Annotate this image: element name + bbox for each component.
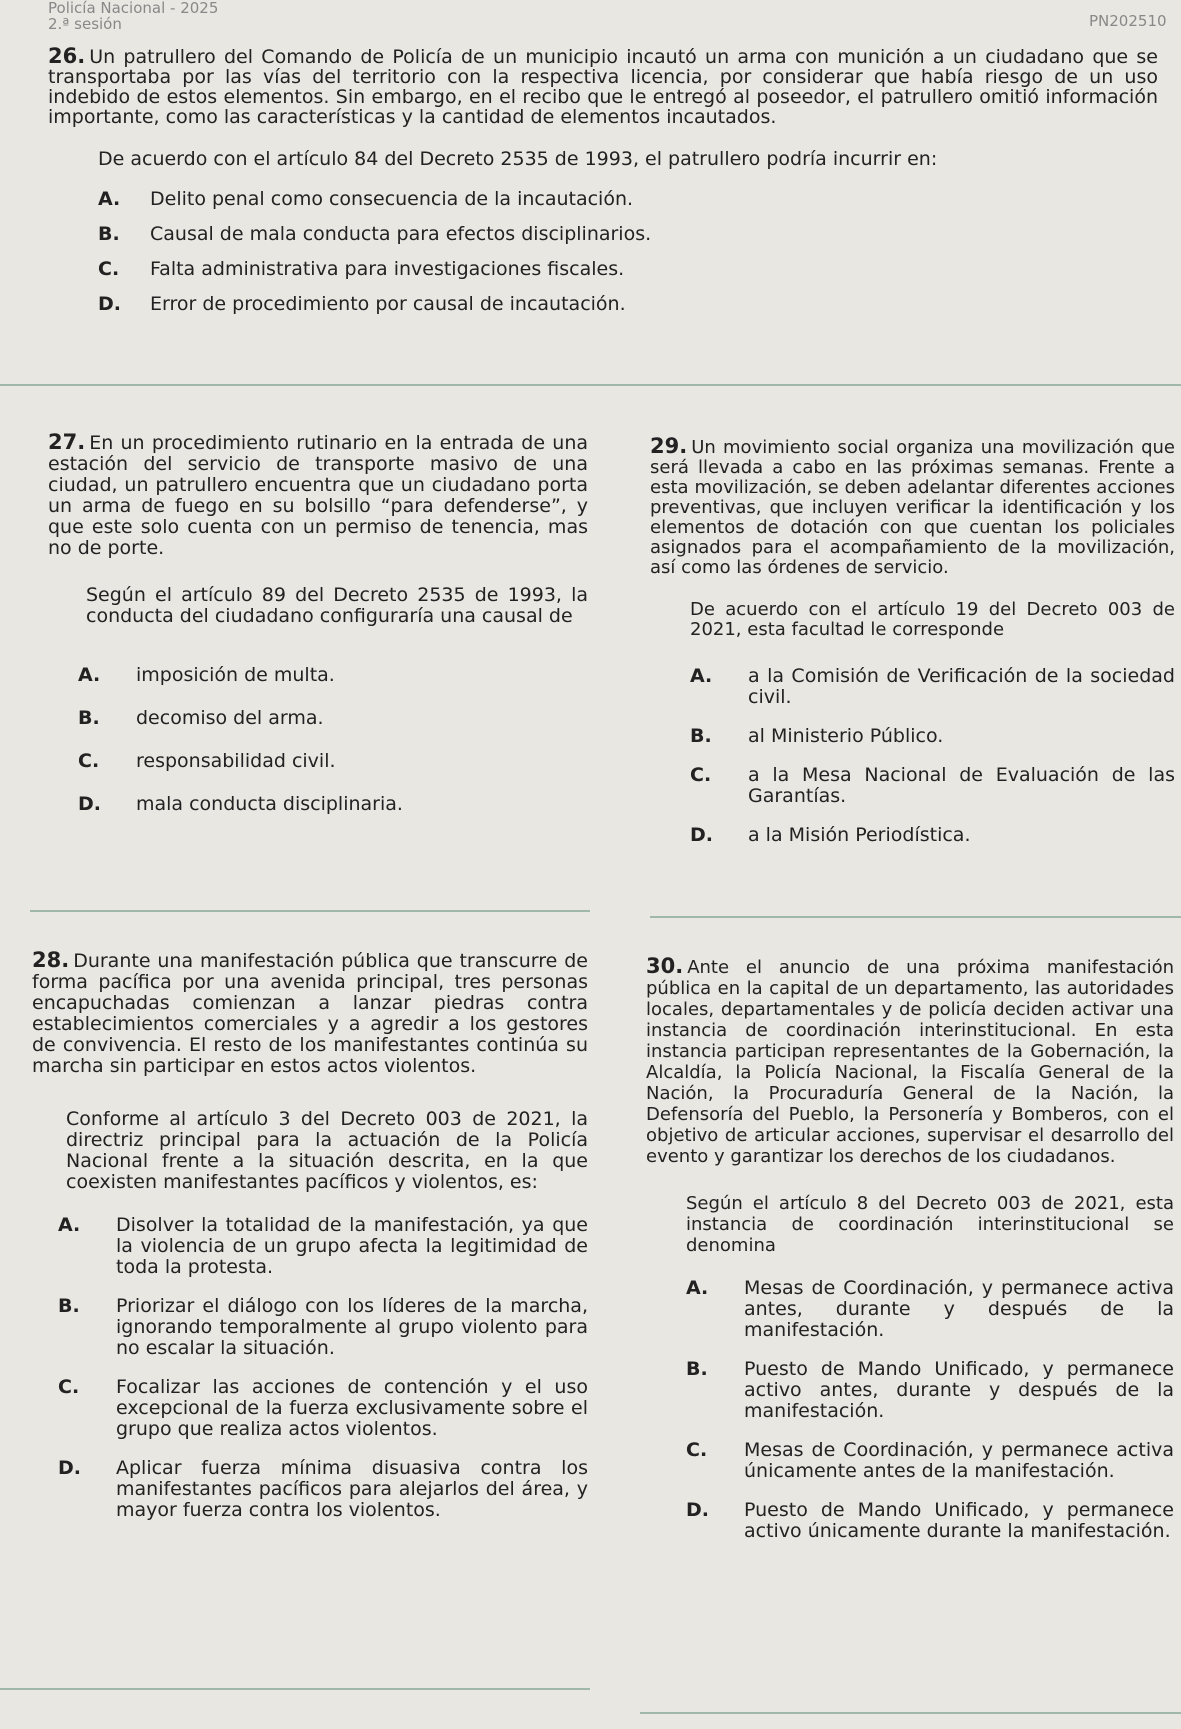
option-b[interactable]: B. al Ministerio Público. [690,725,944,747]
question-28 [32,950,588,1539]
question-29 [650,436,1175,864]
question-lead: De acuerdo con el artículo 84 del Decreto 2535 de 1993, el patrullero podría incurrir en: [98,148,938,170]
question-stem: Un movimiento social organiza una movilización que será llevada a cabo en las próximas semanas. Frente a esta movilización, se deben adelantar diferentes acciones preventivas, que incluyen verificar la identificación y los elementos de dotación con que cuentan los policiales asignados para el acompañamiento de la movilización, así como las órdenes de servicio. [650,437,1175,578]
option-a[interactable]: A. Mesas de Coordinación, y permanece activa antes, durante y después de la manifestación. [686,1277,1174,1341]
divider [0,384,1181,386]
question-lead: Conforme al artículo 3 del Decreto 003 de 2021, la directriz principal para la actuación de la Policía Nacional frente a la situación descrita, en la que coexisten manifestantes pacíficos y violentos, es: [66,1108,588,1193]
option-b[interactable]: B. decomiso del arma. [78,707,324,729]
question-number: 29. [650,434,688,458]
exam-code: PN202510 [1089,12,1167,30]
divider-left [30,910,590,912]
option-c[interactable]: C. Focalizar las acciones de contención y el uso excepcional de la fuerza exclusivamente sobre el grupo que realiza actos violentos. [58,1376,588,1440]
question-stem: En un procedimiento rutinario en la entrada de una estación del servicio de transporte masivo de una ciudad, un patrullero encuentra que un ciudadano porta un arma de fuego en su bolsillo “para defenderse”, y que este solo cuenta con un permiso de tenencia, mas no de porte. [48,432,588,559]
option-d[interactable]: D. a la Misión Periodística. [690,824,971,846]
option-a[interactable]: A. imposición de multa. [78,664,335,686]
question-lead: Según el artículo 8 del Decreto 003 de 2021, esta instancia de coordinación interinstitucional se denomina [686,1193,1174,1256]
option-d[interactable]: D. Error de procedimiento por causal de incautación. [98,293,626,315]
option-b[interactable]: B. Causal de mala conducta para efectos disciplinarios. [98,223,652,245]
option-d[interactable]: D. Aplicar fuerza mínima disuasiva contra los manifestantes pacíficos para alejarlos del área, y mayor fuerza contra los violentos. [58,1457,588,1521]
question-30 [646,956,1174,1560]
option-a[interactable]: A. a la Comisión de Verificación de la sociedad civil. [690,665,1175,708]
divider-right [650,916,1181,918]
question-number: 30. [646,954,684,978]
option-b[interactable]: B. Puesto de Mando Unificado, y permanece activo antes, durante y después de la manifestación. [686,1358,1174,1422]
question-26 [48,46,1158,329]
question-lead: De acuerdo con el artículo 19 del Decreto 003 de 2021, esta facultad le corresponde [690,599,1175,640]
page-header [48,0,218,32]
session-label: 2.ª sesión [48,15,122,33]
question-number: 27. [48,430,86,454]
question-number: 28. [32,948,70,972]
option-b[interactable]: B. Priorizar el diálogo con los líderes de la marcha, ignorando temporalmente al grupo violento para no escalar la situación. [58,1295,588,1359]
question-27 [48,432,588,833]
question-lead: Según el artículo 89 del Decreto 2535 de 1993, la conducta del ciudadano configuraría una causal de [86,584,588,627]
options-list [650,666,1175,846]
options-list [48,665,588,815]
options-list [646,1278,1174,1542]
options-list [32,1215,588,1521]
divider-bottom-right [640,1712,1181,1714]
option-c[interactable]: C. Falta administrativa para investigaciones fiscales. [98,258,625,280]
option-c[interactable]: C. a la Mesa Nacional de Evaluación de las Garantías. [690,764,1175,807]
divider-bottom-left [0,1688,590,1690]
exam-title: Policía Nacional - 2025 [48,0,219,17]
option-a[interactable]: A. Delito penal como consecuencia de la incautación. [98,188,634,210]
question-stem: Un patrullero del Comando de Policía de un municipio incautó un arma con munición a un ciudadano que se transportaba por las vías del territorio con la respectiva licencia, por considerar que había riesgo de un uso indebido de estos elementos. Sin embargo, en el recibo que le entregó al poseedor, el patrullero omitió información importante, como las características y la cantidad de elementos incautados. [48,46,1158,128]
question-stem: Durante una manifestación pública que transcurre de forma pacífica por una avenida principal, tres personas encapuchadas comienzan a lanzar piedras contra establecimientos comerciales y a agredir a los gestores de convivencia. El resto de los manifestantes continúa su marcha sin participar en estos actos violentos. [32,950,588,1077]
option-d[interactable]: D. Puesto de Mando Unificado, y permanece activo únicamente durante la manifestación. [686,1499,1174,1542]
option-c[interactable]: C. Mesas de Coordinación, y permanece activa únicamente antes de la manifestación. [686,1439,1174,1482]
option-a[interactable]: A. Disolver la totalidad de la manifestación, ya que la violencia de un grupo afecta la legitimidad de toda la protesta. [58,1214,588,1278]
question-stem: Ante el anuncio de una próxima manifestación pública en la capital de un departamento, las autoridades locales, departamentales y de policía deciden activar una instancia de coordinación interinstitucional. En esta instancia participan representantes de la Gobernación, la Alcaldía, la Policía Nacional, la Fiscalía General de la Nación, la Procuraduría General de la Nación, la Defensoría del Pueblo, la Personería y Bomberos, con el objetivo de articular acciones, supervisar el desarrollo del evento y garantizar los derechos de los ciudadanos. [646,957,1174,1167]
option-d[interactable]: D. mala conducta disciplinaria. [78,793,403,815]
option-c[interactable]: C. responsabilidad civil. [78,750,336,772]
options-list [48,189,1158,315]
question-number: 26. [48,44,86,68]
